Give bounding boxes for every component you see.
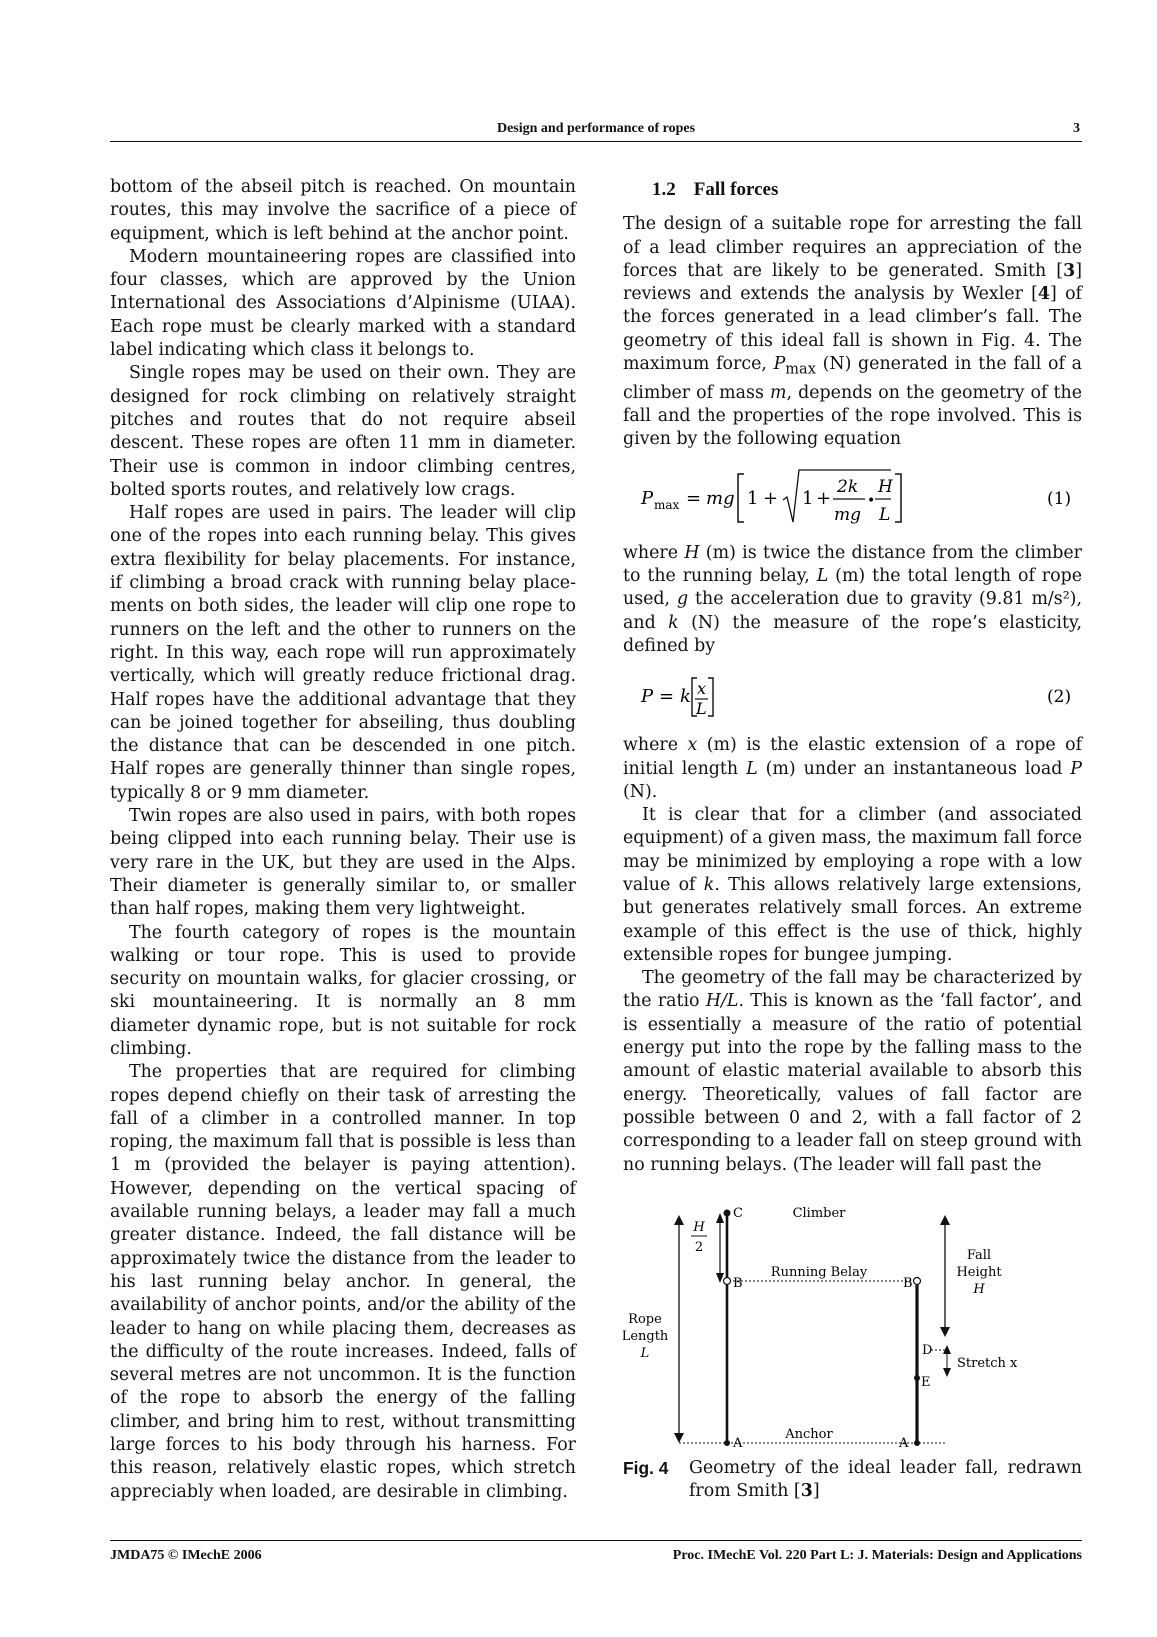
svg-text:P: P [641, 487, 654, 509]
svg-text:(2): (2) [1047, 687, 1072, 708]
svg-text:Running Belay: Running Belay [770, 1264, 868, 1280]
svg-text:Length: Length [623, 1328, 669, 1344]
paragraph: Half ropes are used in pairs. The leader will clip one of the ropes into each running belay. This gives extra flexibility for belay placements. For instance, if climbing a broad crack with running belay placements on both sides, the leader will clip one rope to runners on the left and the other to runners on the right. In this way, each rope will run approximately vertically, which will greatly reduce frictional drag. Half ropes have the additional advantage that they can be joined together for abseiling, thus doubling the distance that can be descended in one pitch. Half ropes are generally thinner than single ropes, typically 8 or 9 mm diameter. [110, 503, 576, 803]
right-column [623, 176, 1082, 1503]
svg-text:1: 1 [802, 487, 814, 509]
paragraph: bottom of the abseil pitch is reached. On mountain routes, this may involve the sacrifice of a piece of equipment, which is left behind at the anchor point. [110, 177, 576, 244]
svg-text:Rope: Rope [628, 1311, 662, 1327]
figure-caption [623, 1457, 1082, 1504]
fall-geometry-diagram [623, 1195, 1082, 1455]
figure-label: Fig. 4 [623, 1457, 669, 1478]
paragraph: Modern mountaineering ropes are classified into four classes, which are approved by the Union International des Associations d’Alpinisme (UIAA). Each rope must be clearly marked with a standard label indicating which class it belongs to. [110, 246, 576, 361]
reference-link[interactable]: 3 [800, 1481, 813, 1502]
svg-text:1: 1 [747, 487, 759, 509]
svg-text:+: + [816, 487, 832, 509]
svg-text:Fall: Fall [966, 1247, 992, 1263]
svg-text:mg: mg [706, 487, 735, 509]
figure-4 [623, 1195, 1082, 1455]
svg-text:L: L [696, 699, 707, 719]
svg-text:A: A [899, 1435, 909, 1451]
svg-text:D: D [922, 1342, 933, 1358]
svg-text:Anchor: Anchor [785, 1426, 833, 1442]
left-column [110, 176, 576, 1504]
svg-text:L: L [640, 1345, 650, 1361]
reference-link[interactable]: 4 [1037, 284, 1051, 305]
svg-text:+: + [763, 487, 779, 509]
paragraph: The properties that are required for climbing ropes depend chiefly on their task of arresting the fall of a climber in a controlled manner. In top roping, the maximum fall that is possible is less than 1 m (provided the belayer is paying attention). However, depending on the vertical spacing of available running belays, a leader may fall a much greater distance. Indeed, the fall distance will be approximately twice the distance from the leader to his last running belay anchor. In general, the availability of anchor points, and/or the ability of the leader to hang on while placing them, decreases as the difficulty of the route increases. Indeed, falls of several metres are not uncommon. It is the function of the rope to absorb the energy of the falling climber, and bring him to rest, without transmitting large forces to his body through his harness. For this reason, relatively elastic ropes, which stretch appreciably when loaded, are desirable in climbing. [110, 1062, 576, 1502]
paragraph: It is clear that for a climber (and associated equipment) of a given mass, the maximum fall force may be minimized by employing a rope with a low value of k. This allows relatively large extensions, but generates relatively small forces. An extreme example of this effect is the use of thick, highly extensible ropes for bungee jumping. [623, 805, 1082, 965]
svg-text:(1): (1) [1047, 488, 1072, 509]
svg-text:2: 2 [694, 1239, 704, 1255]
paragraph: where x (m) is the elastic extension of a rope of initial length L (m) under an instantaneous load P (N). [623, 735, 1083, 802]
paragraph: The design of a suitable rope for arresting the fall of a lead climber requires an appreciation of the forces that are likely to be generated. Smith [3] reviews and extends the analysis by Wexler [4] of the forces generated in a lead climber’s fall. The geometry of this ideal fall is shown in Fig. 4. The maximum force, $P_{max}$ (N) generated in the fall of a climber of mass m, depends on the geometry of the fall and the properties of the rope involved. This is given by the following equation [623, 214, 1082, 450]
caption-text: Geometry of the ideal leader fall, redrawn from Smith [3] [689, 1457, 1082, 1502]
footer-journal-code: JMDA75 © IMechE 2006 [110, 1548, 262, 1563]
svg-text:C: C [733, 1205, 743, 1221]
svg-text:Stretch x: Stretch x [957, 1355, 1018, 1371]
paragraph: where H (m) is twice the distance from the climber to the running belay, L (m) the total length of rope used, g the acceleration due to gravity (9.81 m/s²), and k (N) the measure of the rope’s elasticity, defined by [623, 542, 1083, 656]
section-heading [652, 178, 1082, 201]
svg-text:B: B [903, 1275, 913, 1291]
footer-journal-title: Proc. IMechE Vol. 220 Part L: J. Materials: Design and Applications [672, 1548, 1082, 1563]
svg-text:=: = [659, 686, 675, 708]
svg-text:max: max [654, 497, 680, 512]
svg-text:x: x [697, 679, 707, 699]
equation-1-graphic [623, 464, 1082, 530]
svg-text:k: k [680, 686, 691, 708]
svg-text:A: A [733, 1435, 743, 1451]
svg-text:P: P [641, 686, 654, 708]
running-title: Design and performance of ropes [496, 121, 696, 136]
svg-text:L: L [879, 504, 891, 525]
svg-text:mg: mg [834, 504, 862, 525]
paragraph: The fourth category of ropes is the mountain walking or tour rope. This is used to provide security on mountain walks, for glacier crossing, or ski mountaineering. It is normally an 8 mm diameter dynamic rope, but is not suitable for rock climbing. [110, 922, 576, 1059]
section-number: 1.2 [652, 179, 676, 200]
paragraph: Single ropes may be used on their own. They are designed for rock climbing on relatively straight pitches and routes that do not require abseil descent. These ropes are often 11 mm in diameter. Their use is common in indoor climbing centres, bolted sports routes, and relatively low crags. [110, 363, 576, 500]
svg-text:Climber: Climber [792, 1205, 846, 1221]
equation-2-graphic [623, 670, 1082, 722]
page-footer [110, 1540, 1082, 1567]
paragraph: Twin ropes are also used in pairs, with both ropes being clipped into each running belay. Their use is very rare in the UK, but they are used in the Alps. Their diameter is generally similar to, or smaller than half ropes, making them very lightweight. [110, 806, 576, 920]
equation-1 [623, 464, 1082, 530]
svg-text:2k: 2k [837, 476, 859, 497]
svg-text:E: E [921, 1374, 931, 1390]
page-number: 3 [1073, 121, 1080, 136]
svg-text:B: B [733, 1275, 743, 1291]
svg-text:=: = [686, 487, 702, 509]
svg-text:H: H [878, 476, 893, 497]
svg-text:•: • [867, 492, 876, 509]
svg-text:H: H [973, 1281, 985, 1297]
svg-text:H: H [693, 1219, 705, 1235]
reference-link[interactable]: 3 [1063, 260, 1076, 281]
section-title: Fall forces [693, 179, 779, 200]
page-header [110, 119, 1082, 142]
equation-2 [623, 670, 1082, 722]
svg-text:Height: Height [956, 1264, 1002, 1280]
paragraph: The geometry of the fall may be characterized by the ratio H/L. This is known as the ‘fall factor’, and is essentially a measure of the ratio of potential energy put into the rope by the falling mass to the amount of elastic material available to absorb this energy. Theoretically, values of fall factor are possible between 0 and 2, with a fall factor of 2 corresponding to a leader fall on steep ground with no running belays. (The leader will fall past the [623, 968, 1082, 1175]
